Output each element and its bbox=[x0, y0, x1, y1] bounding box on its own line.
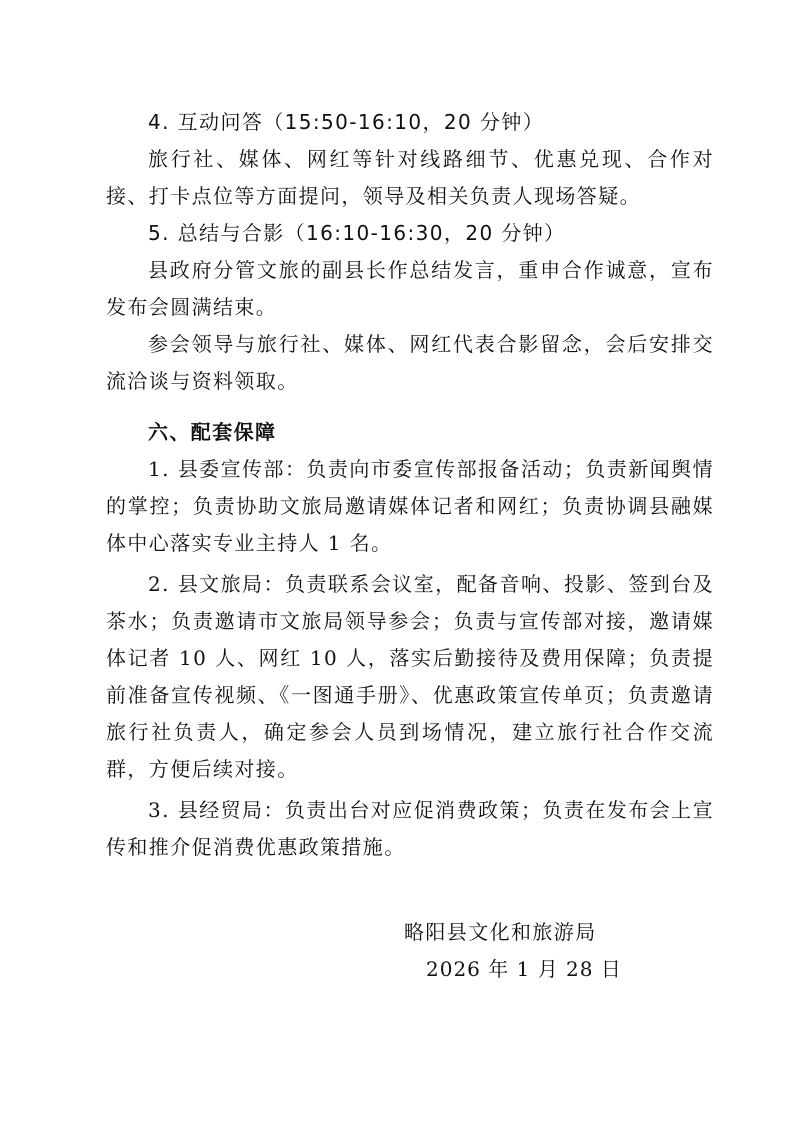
signature-date: 2026 年 1 月 28 日 bbox=[426, 957, 622, 981]
subheading-summary-photo: 5. 总结与合影（16:10-16:30，20 分钟） bbox=[148, 221, 566, 245]
document-body bbox=[106, 104, 714, 866]
signature-org: 略阳县文化和旅游局 bbox=[404, 920, 597, 944]
paragraph: 参会领导与旅行社、媒体、网红代表合影留念，会后安排交流洽谈与资料领取。 bbox=[106, 332, 714, 393]
paragraph: 1. 县委宣传部：负责向市委宣传部报备活动；负责新闻舆情的掌控；负责协助文旅局邀请媒体记者和网红；负责协调县融媒体中心落实专业主持人 1 名。 bbox=[106, 457, 714, 555]
paragraph: 旅行社、媒体、网红等针对线路细节、优惠兑现、合作对接、打卡点位等方面提问，领导及相关负责人现场答疑。 bbox=[106, 147, 714, 208]
paragraph: 2. 县文旅局：负责联系会议室，配备音响、投影、签到台及茶水；负责邀请市文旅局领导参会；负责与宣传部对接，邀请媒体记者 10 人、网红 10 人，落实后勤接待及费用保障；负责提前准备宣传视频、《一图通手册》、优惠政策宣传单页；负责邀请旅行社负责人，确定参会人员到场情况，建立旅行社合作交流群，方便后续对接。 bbox=[106, 572, 714, 781]
paragraph: 县政府分管文旅的副县长作总结发言，重申合作诚意，宣布发布会圆满结束。 bbox=[106, 258, 714, 319]
paragraph: 3. 县经贸局：负责出台对应促消费政策；负责在发布会上宣传和推介促消费优惠政策措施。 bbox=[106, 798, 714, 859]
subheading-interactive-qa: 4. 互动问答（15:50-16:10，20 分钟） bbox=[148, 110, 545, 134]
section-heading-support: 六、配套保障 bbox=[148, 420, 277, 444]
